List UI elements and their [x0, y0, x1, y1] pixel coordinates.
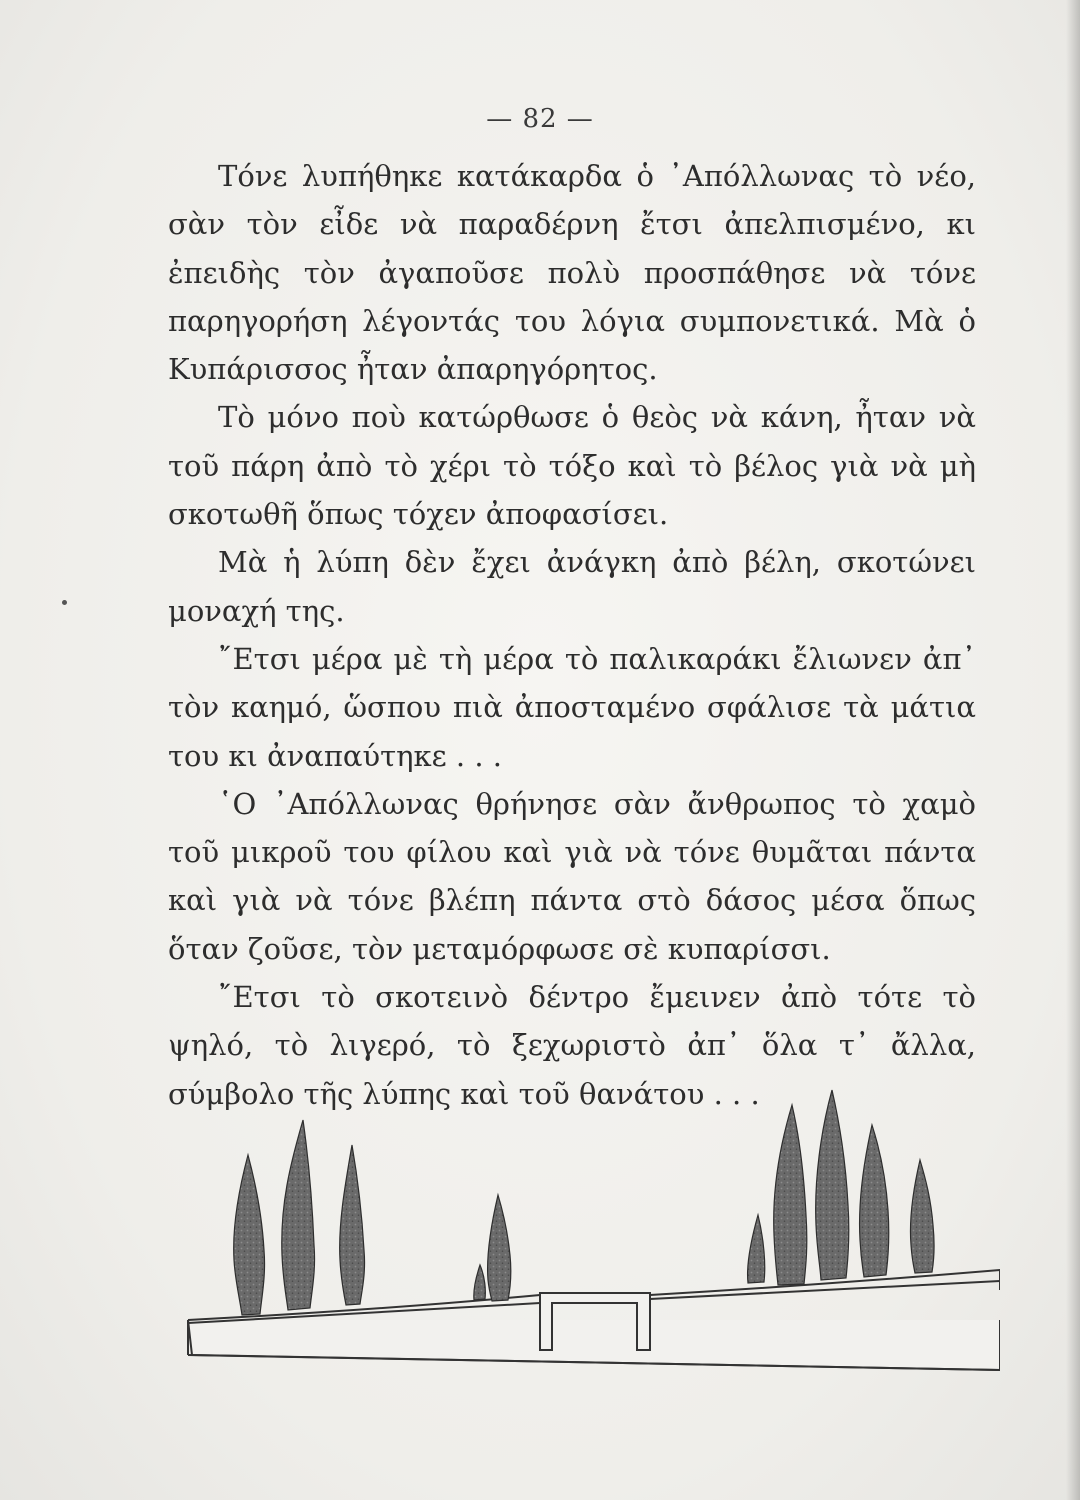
cypress-tree [488, 1195, 511, 1301]
cypress-tree [774, 1105, 807, 1285]
paragraph: Τὸ μόνο ποὺ κατώρθωσε ὁ θεὸς νὰ κάνη, ἦταν νὰ τοῦ πάρη ἀπὸ τὸ χέρι τὸ τόξο καὶ τὸ βέλος γιὰ νὰ μὴ σκοτωθῆ ὅπως τόχεν ἀποφασίσει. [168, 400, 976, 532]
paragraph: Τόνε λυπήθηκε κατάκαρδα ὁ ᾿Απόλλωνας τὸ νέο, σὰν τὸν εἶδε νὰ παραδέρνη ἔτσι ἀπελπισμένο, κι ἐπειδὴς τὸν ἀγαποῦσε πολὺ προσπάθησε νὰ τόνε παρηγορήση λέγοντάς του λόγια συμπονετικά. Μὰ ὁ Κυπάρισσος ἦταν ἀπαρηγόρητος. [168, 159, 976, 387]
ink-speck [62, 600, 67, 605]
cypress-tree [748, 1215, 765, 1283]
cypress-tree [234, 1155, 265, 1315]
cypress-group-right [748, 1090, 935, 1285]
body-text [168, 152, 976, 1118]
page-number: — 82 — [486, 104, 594, 134]
paragraph: ῎Ετσι μέρα μὲ τὴ μέρα τὸ παλικαράκι ἔλιωνεν ἀπ᾿ τὸν καημό, ὥσπου πιὰ ἀποσταμένο σφάλισε τὰ μάτια του κι ἀναπαύτηκε . . . [168, 641, 976, 773]
cypress-tree [282, 1120, 315, 1310]
paragraph: ῎Ετσι τὸ σκοτεινὸ δέντρο ἔμεινεν ἀπὸ τότε τὸ ψηλό, τὸ λιγερό, τὸ ξεχωριστὸ ἀπ᾿ ὅλα τ᾿ ἄλλα, σύμβολο τῆς λύπης καὶ τοῦ θανάτου . . . [168, 980, 976, 1111]
paragraph: ῾Ο ᾿Απόλλωνας θρήνησε σὰν ἄνθρωπος τὸ χαμὸ τοῦ μικροῦ του φίλου καὶ γιὰ νὰ τόνε θυμᾶται πάντα καὶ γιὰ νὰ τόνε βλέπη πάντα στὸ δάσος μέσα ὅπως ὅταν ζοῦσε, τὸν μεταμόρφωσε σὲ κυπαρίσσι. [168, 786, 976, 966]
cypress-tree [816, 1090, 849, 1280]
cypress-group-left [234, 1120, 511, 1315]
paragraph: Μὰ ἡ λύπη δὲν ἔχει ἀνάγκη ἀπὸ βέλη, σκοτώνει μοναχή της. [168, 545, 976, 628]
cypress-tree [860, 1125, 889, 1277]
page-edge-shadow [1066, 0, 1080, 1500]
cypress-tree [474, 1265, 486, 1300]
cypress-illustration [180, 1085, 1000, 1390]
cypress-tree [910, 1160, 934, 1273]
cypress-tree [340, 1145, 365, 1305]
